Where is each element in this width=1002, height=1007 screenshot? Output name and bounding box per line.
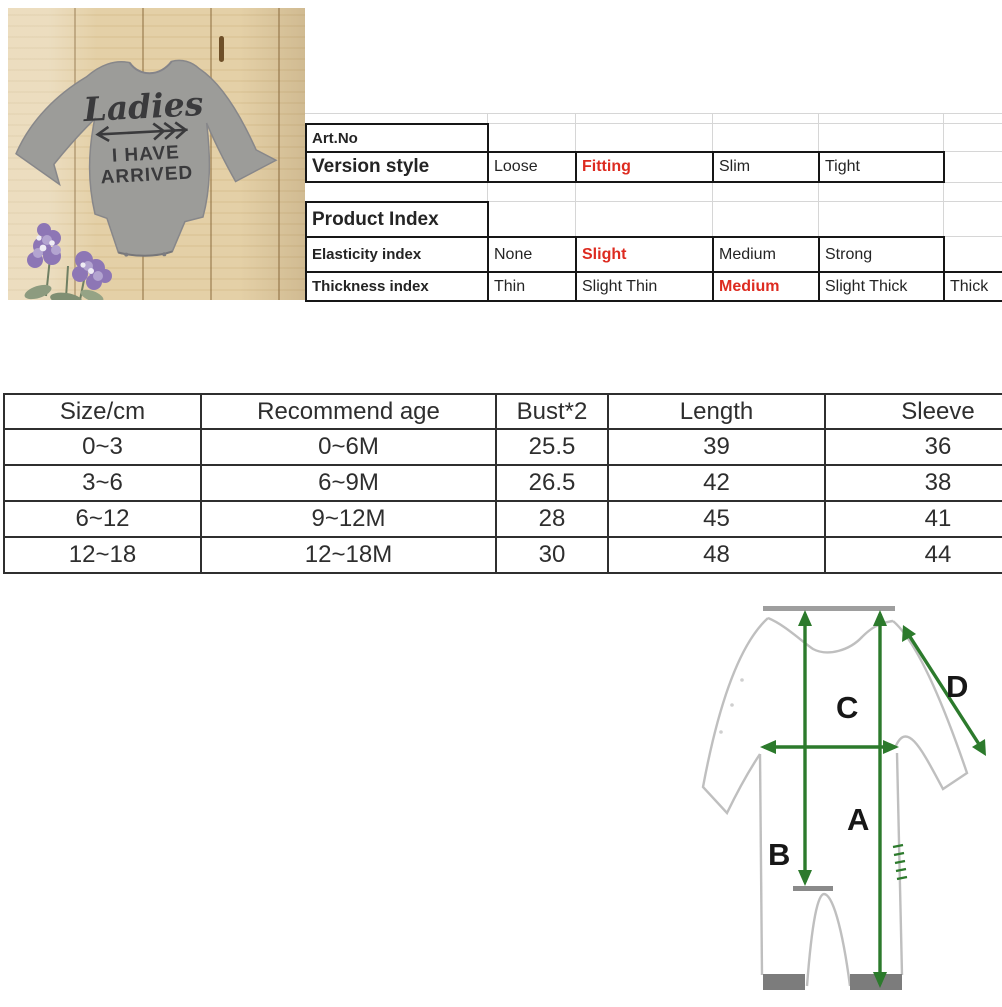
elasticity-label: Elasticity index	[305, 236, 489, 273]
shoulder-bar	[763, 606, 895, 611]
elasticity-option-strong: Strong	[818, 236, 945, 273]
size-cell: 42	[608, 465, 825, 501]
measure-arrow-d	[902, 625, 986, 756]
elasticity-option-none: None	[487, 236, 577, 273]
size-col-header: Size/cm	[4, 394, 201, 429]
size-cell: 26.5	[496, 465, 608, 501]
thickness-option-thin: Thin	[487, 271, 577, 302]
size-col-header: Length	[608, 394, 825, 429]
size-cell: 6~12	[4, 501, 201, 537]
version-option-fitting: Fitting	[575, 151, 714, 183]
romper-outline	[703, 618, 967, 986]
product-photo	[8, 8, 305, 300]
measure-arrow-a	[873, 610, 887, 988]
thickness-option-slight-thin: Slight Thin	[575, 271, 714, 302]
table-row	[4, 465, 1002, 501]
table-row	[4, 537, 1002, 573]
label-a: A	[847, 802, 870, 837]
left-foot	[763, 974, 805, 990]
size-cell: 12~18M	[201, 537, 496, 573]
size-cell: 48	[608, 537, 825, 573]
size-cell: 44	[825, 537, 1002, 573]
label-d: D	[946, 669, 969, 704]
table-row	[4, 429, 1002, 465]
product-index-label: Product Index	[305, 201, 489, 238]
size-cell: 38	[825, 465, 1002, 501]
size-cell: 41	[825, 501, 1002, 537]
size-cell: 9~12M	[201, 501, 496, 537]
label-b: B	[768, 837, 791, 872]
label-c: C	[836, 690, 859, 725]
thickness-option-medium: Medium	[712, 271, 820, 302]
elasticity-option-medium: Medium	[712, 236, 820, 273]
flowers	[23, 223, 112, 300]
version-option-loose: Loose	[487, 151, 577, 183]
version-option-slim: Slim	[712, 151, 820, 183]
size-chart-table	[3, 393, 1002, 574]
shirt-print-line2: I HAVE	[111, 142, 181, 167]
size-cell: 36	[825, 429, 1002, 465]
elasticity-option-slight: Slight	[575, 236, 714, 273]
baby-bodysuit-illustration	[8, 8, 305, 300]
thickness-label: Thickness index	[305, 271, 489, 302]
thickness-option-slight-thick: Slight Thick	[818, 271, 945, 302]
shirt-print-line3: ARRIVED	[100, 162, 194, 189]
table-row	[4, 501, 1002, 537]
crotch-bar	[793, 886, 833, 891]
size-cell: 25.5	[496, 429, 608, 465]
size-cell: 12~18	[4, 537, 201, 573]
version-option-tight: Tight	[818, 151, 945, 183]
size-cell: 3~6	[4, 465, 201, 501]
measure-arrow-c	[760, 740, 899, 754]
shirt-print-line1: Ladies	[82, 83, 205, 130]
size-cell: 30	[496, 537, 608, 573]
size-chart	[3, 393, 1002, 574]
size-chart-header-row	[4, 394, 1002, 429]
size-cell: 28	[496, 501, 608, 537]
size-cell: 45	[608, 501, 825, 537]
size-cell: 0~3	[4, 429, 201, 465]
size-col-header: Bust*2	[496, 394, 608, 429]
size-col-header: Sleeve	[825, 394, 1002, 429]
measurement-diagram	[650, 590, 1002, 1002]
version-style-label: Version style	[305, 151, 489, 183]
size-col-header: Recommend age	[201, 394, 496, 429]
size-cell: 39	[608, 429, 825, 465]
size-cell: 0~6M	[201, 429, 496, 465]
art-no-label: Art.No	[305, 123, 489, 153]
size-cell: 6~9M	[201, 465, 496, 501]
thickness-option-thick: Thick	[943, 271, 1002, 302]
